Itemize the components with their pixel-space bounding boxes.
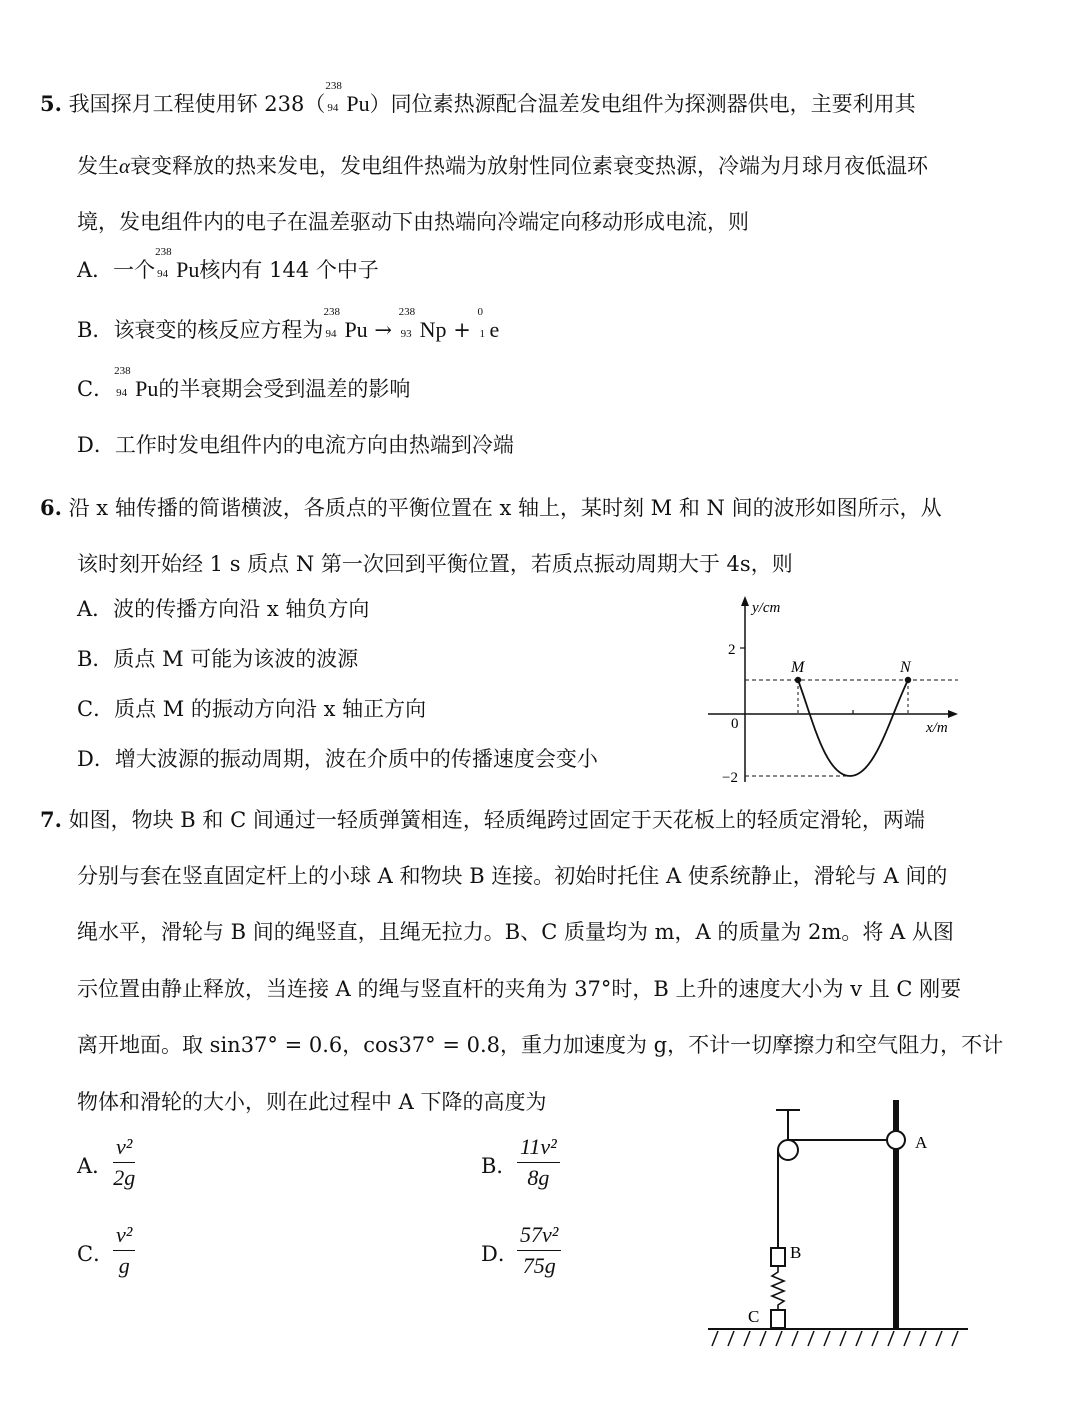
q5-stem-1a: 我国探月工程使用钚 238（	[68, 92, 326, 116]
y-axis-arrow-icon	[741, 596, 749, 606]
q7-option-d-fraction: $\frac{\text{57v²}}{75g}$	[517, 1222, 561, 1279]
q5-number: 5.	[40, 91, 62, 116]
q6-option-c: C．质点 M 的振动方向沿 x 轴正方向	[77, 697, 427, 721]
spring-icon	[772, 1266, 784, 1310]
q7-option-c-fraction: $\frac{\text{v²}}{g}$	[113, 1222, 135, 1279]
q7-option-b-label: B．	[481, 1154, 518, 1178]
q5-option-c: C． 238 94 Pu的半衰期会受到温差的影响	[77, 365, 411, 401]
q7-option-d-label: D．	[481, 1242, 519, 1266]
pu-nuclide: 238 94 Pu	[155, 246, 200, 282]
q7-option-c-label: C．	[77, 1242, 115, 1266]
ball-a-icon	[887, 1131, 905, 1149]
q7-line-4: 示位置由静止释放，当连接 A 的绳与竖直杆的夹角为 37°时，B 上升的速度大小为 v 且 C 刚要	[77, 977, 962, 1001]
q7-option-b-fraction: $\frac{\text{11v²}}{8g}$	[517, 1134, 560, 1191]
block-c-icon	[771, 1310, 785, 1328]
q5-option-b: B．该衰变的核反应方程为 238 94 Pu → 238 93 Np + 0 1 e	[77, 306, 500, 342]
y-axis-label: y/cm	[752, 600, 781, 616]
point-n-dot	[905, 677, 911, 683]
pu-nuclide: 238 94 Pu	[325, 80, 370, 116]
label-b: B	[790, 1243, 802, 1262]
ground-hatch	[712, 1331, 958, 1346]
y-tick-label-top: 2	[728, 642, 736, 658]
q5-line-2: 发生α衰变释放的热来发电，发电组件热端为放射性同位素衰变热源，冷端为月球月夜低温环	[77, 154, 929, 178]
pulley-figure	[700, 1100, 980, 1360]
wave-curve	[798, 680, 908, 776]
q5-line-3: 境，发电组件内的电子在温差驱动下由热端向冷端定向移动形成电流，则	[77, 210, 749, 234]
q5-option-a: A．一个 238 94 Pu核内有 144 个中子	[77, 246, 379, 282]
q7-line-3: 绳水平，滑轮与 B 间的绳竖直，且绳无拉力。B、C 质量均为 m，A 的质量为 2m。将 A 从图	[77, 920, 954, 944]
q6-line-2: 该时刻开始经 1 s 质点 N 第一次回到平衡位置，若质点振动周期大于 4s，则	[77, 552, 793, 576]
q6-number: 6.	[40, 495, 62, 520]
point-m-label: M	[791, 659, 805, 676]
reaction-arrow: →	[374, 318, 392, 342]
q7-line-5: 离开地面。取 sin37° = 0.6，cos37° = 0.8，重力加速度为 g，不计一切摩擦力和空气阻力，不计	[77, 1033, 1004, 1057]
q5-option-d: D．工作时发电组件内的电流方向由热端到冷端	[77, 433, 514, 457]
label-c: C	[748, 1307, 760, 1326]
q6-line-1: 6. 沿 x 轴传播的简谐横波，各质点的平衡位置在 x 轴上，某时刻 M 和 N 间的波形如图所示，从	[40, 495, 942, 520]
wave-figure	[700, 592, 970, 792]
alpha-symbol: α	[119, 154, 131, 178]
q6-option-a: A．波的传播方向沿 x 轴负方向	[77, 597, 370, 621]
point-n-label: N	[900, 659, 911, 676]
label-a: A	[915, 1133, 928, 1152]
np-nuclide: 238 93 Np	[398, 306, 447, 342]
q7-option-a-label: A．	[77, 1154, 114, 1178]
q5-line-1	[40, 80, 916, 118]
x-axis-arrow-icon	[948, 710, 958, 718]
electron-nuclide: 0 1 e	[477, 306, 500, 342]
q7-line-1: 7. 如图，物块 B 和 C 间通过一轻质弹簧相连，轻质绳跨过固定于天花板上的轻质定滑轮，两端	[40, 807, 925, 832]
q7-number: 7.	[40, 807, 62, 832]
pulley-icon	[778, 1140, 798, 1160]
origin-label: 0	[731, 716, 739, 732]
q6-option-d: D．增大波源的振动周期，波在介质中的传播速度会变小	[77, 747, 598, 771]
y-tick-label-bottom: −2	[722, 770, 738, 786]
q7-option-a-fraction: $\frac{\text{v²}}{2g}$	[113, 1134, 136, 1190]
q5-stem-1b: ）同位素热源配合温差发电组件为探测器供电，主要利用其	[369, 92, 916, 116]
x-axis-label: x/m	[926, 720, 948, 736]
q7-line-2: 分别与套在竖直固定杆上的小球 A 和物块 B 连接。初始时托住 A 使系统静止，滑轮与 A 间的	[77, 864, 948, 888]
block-b-icon	[771, 1248, 785, 1266]
point-m-dot	[795, 677, 801, 683]
q6-option-b: B．质点 M 可能为该波的波源	[77, 647, 359, 671]
pu-nuclide: 238 94 Pu	[323, 306, 368, 342]
q7-line-6: 物体和滑轮的大小，则在此过程中 A 下降的高度为	[77, 1090, 547, 1114]
pu-nuclide: 238 94 Pu	[114, 365, 159, 401]
